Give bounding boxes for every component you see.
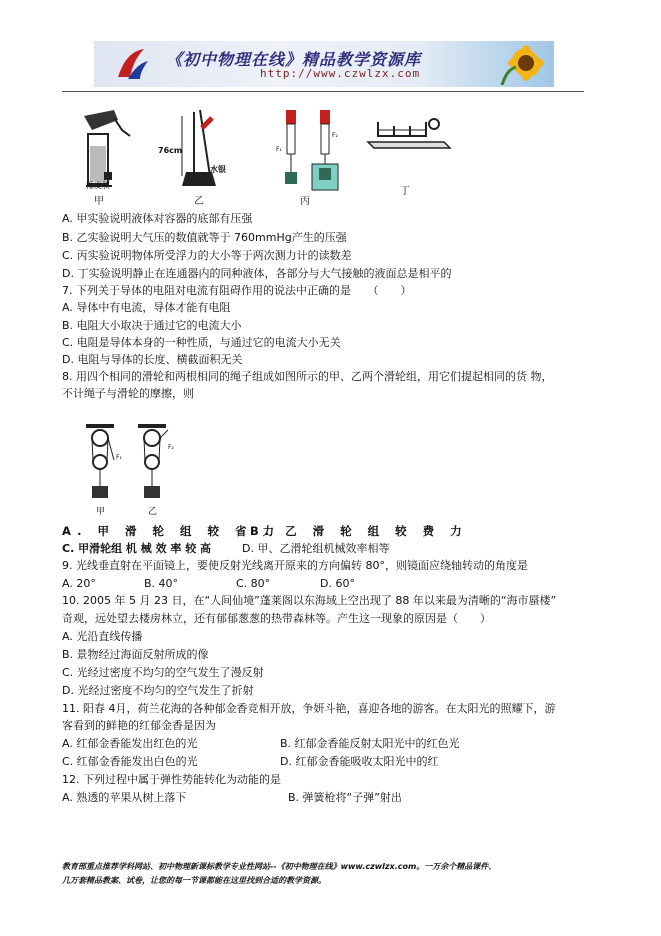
q11-option-b: B. 红郁金香能反射太阳光中的红色光 <box>280 737 460 750</box>
pulley-f1-label: F₁ <box>116 454 122 461</box>
rubber-film-label: 橡皮膜 <box>86 181 110 190</box>
connected-vessels-diagram <box>364 112 454 152</box>
q12-stem: 12. 下列过程中属于弹性势能转化为动能的是 <box>62 773 281 786</box>
q12-option-a: A. 熟透的苹果从树上落下 <box>62 791 187 804</box>
experiment-figures <box>74 106 454 210</box>
pulley-label-yi: 乙 <box>148 507 158 517</box>
figure-ding <box>364 112 454 210</box>
pulley-f2-label: F₂ <box>168 444 174 451</box>
q7-stem: 7. 下列关于导体的电阻对电流有阻碍作用的说法中正确的是 （ ） <box>62 284 412 297</box>
force-f1-label: F₁ <box>276 146 282 153</box>
force-f2-label: F₂ <box>332 132 338 139</box>
figure-label-ding: 丁 <box>400 186 410 197</box>
figure-label-bing: 丙 <box>300 196 310 207</box>
q10-option-c: C. 光经过密度不均匀的空气发生了漫反射 <box>62 666 264 679</box>
q6-option-a: A. 甲实验说明液体对容器的底部有压强 <box>62 212 253 225</box>
q6-option-c: C. 丙实验说明物体所受浮力的大小等于两次测力计的读数差 <box>62 249 352 262</box>
q8-option-d: D. 甲、乙滑轮组机械效率相等 <box>242 542 390 555</box>
q11-stem-line2: 客看到的鲜艳的红郁金香是因为 <box>62 719 216 732</box>
q9-option-c: C. 80° <box>236 577 271 590</box>
q10-option-d: D. 光经过密度不均匀的空气发生了折射 <box>62 684 254 697</box>
figure-yi <box>158 106 234 210</box>
q10-stem-line1: 10. 2005 年 5 月 23 日，在“人间仙境”蓬莱阁以东海域上空出现了 88 年以来最为清晰的“海市蜃楼” <box>62 594 557 607</box>
q8-stem-line2: 不计绳子与滑轮的摩擦，则 <box>62 387 194 400</box>
banner-title: 《初中物理在线》精品教学资源库 <box>166 50 422 69</box>
q9-option-a: A. 20° <box>62 577 96 590</box>
q7-option-c: C. 电阻是导体本身的一种性质，与通过它的电流大小无关 <box>62 336 341 349</box>
q8-option-b: B. 乙 滑 轮 组 较 费 力 <box>250 524 468 538</box>
figure-label-yi: 乙 <box>194 196 204 207</box>
figure-jia <box>74 106 144 210</box>
page-footer <box>62 860 602 888</box>
q10-option-a: A. 光沿直线传播 <box>62 630 143 643</box>
q10-option-b: B. 景物经过海面反射所成的像 <box>62 648 209 661</box>
banner-url: http://www.czwlzx.com <box>260 67 421 80</box>
header-banner <box>94 41 554 87</box>
q8-option-a: A. 甲 滑 轮 组 较 省 力 <box>62 524 281 538</box>
q9-option-b: B. 40° <box>144 577 179 590</box>
q11-option-c: C. 红郁金香能发出白色的光 <box>62 755 198 768</box>
height-76cm-label: 76cm <box>158 146 183 155</box>
q7-option-d: D. 电阻与导体的长度、横截面积无关 <box>62 353 243 366</box>
q9-option-d: D. 60° <box>320 577 355 590</box>
figure-label-jia: 甲 <box>94 196 104 207</box>
footer-line-1: 教育部重点推荐学科网站、初中物理新课标教学专业性网站--《初中物理在线》www.czwlzx.com。一万余个精品课件、 <box>62 862 497 871</box>
sunflower-icon <box>496 43 548 85</box>
footer-line-2: 几万套精品教案、试卷，让您的每一节课都能在这里找到合适的教学资源。 <box>62 876 326 885</box>
q7-option-a: A. 导体中有电流，导体才能有电阻 <box>62 301 231 314</box>
pulley-systems-diagram <box>82 424 192 504</box>
pulley-figure <box>82 424 192 516</box>
q12-option-b: B. 弹簧枪将“子弹”射出 <box>288 791 402 804</box>
spring-scale-buoyancy-diagram <box>274 106 354 192</box>
q8-stem-line1: 8. 用四个相同的滑轮和两根相同的绳子组成如图所示的甲、乙两个滑轮组，用它们提起相同的货 物， <box>62 370 553 383</box>
q11-option-a: A. 红郁金香能发出红色的光 <box>62 737 198 750</box>
pulley-label-jia: 甲 <box>96 507 106 517</box>
q11-option-d: D. 红郁金香能吸收太阳光中的红 <box>280 755 439 768</box>
figure-bing <box>274 106 354 210</box>
q6-option-b: B. 乙实验说明大气压的数值就等于 760mmHg产生的压强 <box>62 231 347 244</box>
q8-option-c: C. 甲滑轮组 机 械 效 率 较 高 <box>62 542 212 555</box>
site-logo-icon <box>114 47 150 81</box>
q9-stem: 9. 光线垂直射在平面镜上，要使反射光线离开原来的方向偏转 80°，则镜面应绕轴转动的角度是 <box>62 559 528 572</box>
q6-option-d: D. 丁实验说明静止在连通器内的同种液体，各部分与大气接触的液面总是相平的 <box>62 267 452 280</box>
header-divider <box>62 91 584 92</box>
q10-stem-line2: 奇观，远处望去楼房林立，还有郁郁葱葱的热带森林等。产生这一现象的原因是（ ） <box>62 612 491 625</box>
mercury-label: 水银 <box>210 165 226 174</box>
q11-stem-line1: 11. 阳春 4月，荷兰花海的各种郁金香竞相开放，争妍斗艳，喜迎各地的游客。在太阳光的照耀下，游 <box>62 702 556 715</box>
q7-option-b: B. 电阻大小取决于通过它的电流大小 <box>62 319 242 332</box>
